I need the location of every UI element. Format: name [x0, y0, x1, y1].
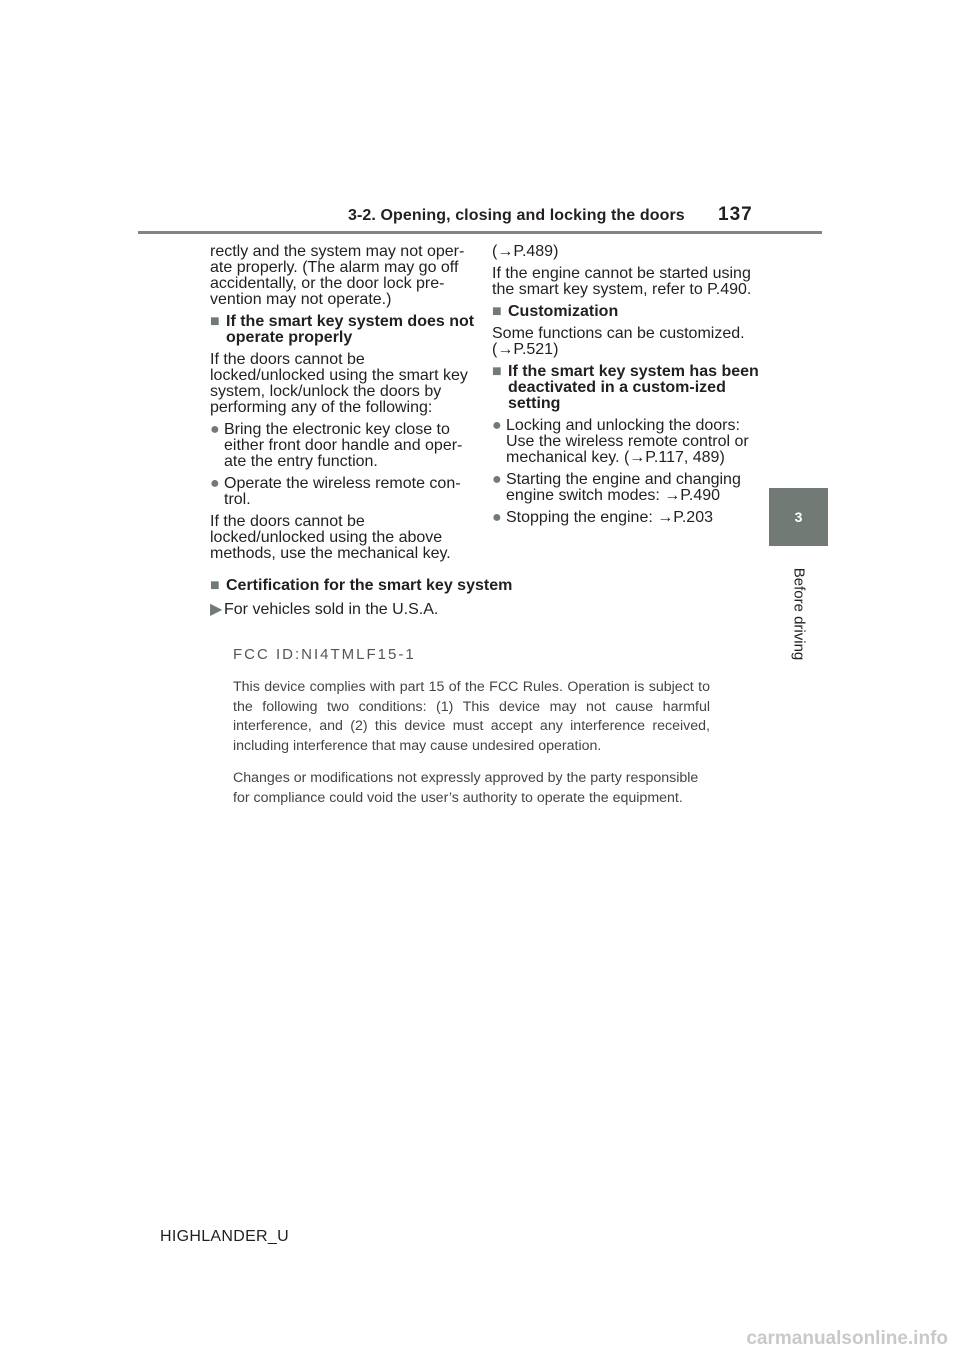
fcc-modification-warning: Changes or modifications not expressly approved by the party responsible for compliance could void the user’s authority to operate the equipment.	[233, 770, 699, 806]
header-divider	[138, 231, 822, 234]
list-item: ● Operate the wireless remote con-trol.	[210, 475, 461, 508]
fcc-id: FCC ID:NI4TMLF15-1	[233, 646, 416, 663]
left-column	[210, 244, 480, 568]
bullet-icon: ●	[210, 475, 220, 492]
bullet-icon: ●	[492, 471, 502, 488]
customization-heading: ■ Customization	[492, 303, 619, 320]
chapter-number: 3	[794, 509, 803, 525]
list-item: ● Bring the electronic key close to either front door handle and oper-ate the entry function.	[210, 421, 463, 470]
heading-square-icon: ■	[210, 577, 220, 594]
list-item: ● Locking and unlocking the doors: Use the wireless remote control or mechanical key. (→P.117, 489)	[492, 417, 749, 466]
list-item: ● Starting the engine and changing engine switch modes: →P.490	[492, 471, 741, 504]
section-title: 3-2. Opening, closing and locking the doors	[348, 207, 685, 224]
section-heading: ■ If the smart key system does not operate properly	[210, 313, 475, 346]
certification-heading: ■ Certification for the smart key system	[210, 577, 513, 594]
chapter-tab[interactable]	[769, 488, 828, 546]
page-reference[interactable]: (→P.489)	[492, 243, 559, 260]
bullet-icon: ●	[210, 421, 220, 438]
customization-text: Some functions can be customized. (→P.521)	[492, 325, 745, 358]
bullet-icon: ●	[492, 417, 502, 434]
heading-square-icon: ■	[492, 363, 502, 380]
chapter-label: Before driving	[790, 567, 808, 661]
page-number: 137	[718, 204, 753, 225]
right-column	[492, 244, 762, 532]
list-item: ● Stopping the engine: →P.203	[492, 509, 713, 526]
section-followup: If the doors cannot be locked/unlocked using the above methods, use the mechanical key.	[210, 513, 451, 562]
watermark: carmanualsonline.info	[746, 1328, 948, 1349]
heading-square-icon: ■	[210, 313, 220, 330]
fcc-statement: This device complies with part 15 of the FCC Rules. Operation is subject to the following two conditions: (1) This device may not cause harmful interference, and (2) this device must accept any interference received, including interference that may cause undesired operation.	[233, 679, 710, 754]
model-code: HIGHLANDER_U	[160, 1228, 289, 1245]
arrow-right-icon: ▶	[210, 601, 223, 618]
intro-text: rectly and the system may not oper-ate properly. (The alarm may go off accidentally, or the door lock pre-vention may not operate.)	[210, 243, 465, 308]
deactivated-heading: ■ If the smart key system has been deactivated in a custom-ized setting	[492, 363, 759, 412]
heading-square-icon: ■	[492, 303, 502, 320]
vehicle-region-line: ▶ For vehicles sold in the U.S.A.	[210, 601, 439, 618]
engine-text: If the engine cannot be started using the smart key system, refer to P.490.	[492, 265, 752, 298]
section-text: If the doors cannot be locked/unlocked using the smart key system, lock/unlock the doors by performing any of the following:	[210, 351, 468, 416]
bullet-icon: ●	[492, 509, 502, 526]
